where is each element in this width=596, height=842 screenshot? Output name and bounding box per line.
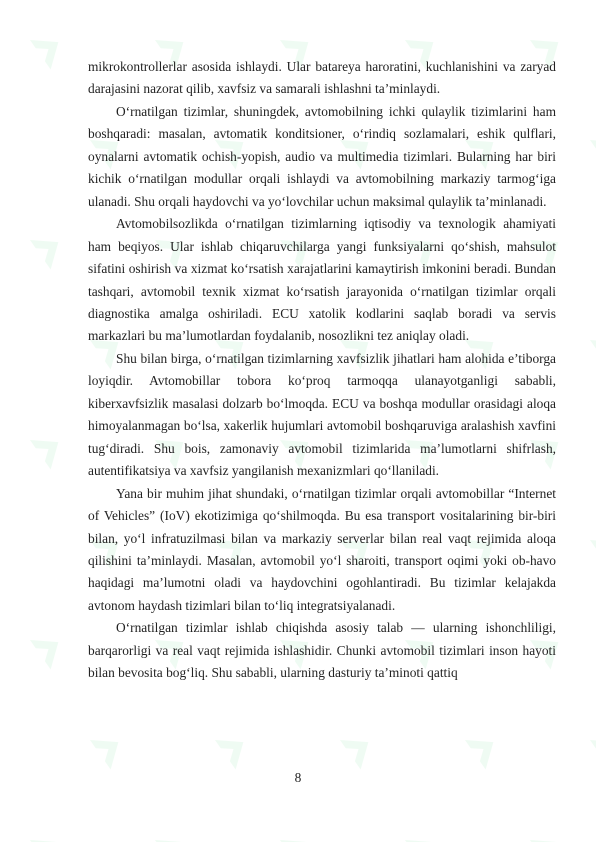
watermark-arrow: [590, 727, 596, 769]
paragraph: Avtomobilsozlikda o‘rnatilgan tizimlarning iqtisodiy va texnologik ahamiyati ham beqiyos. Ular ishlab chiqaruvchilarga yangi funksiyalarni qo‘shish, mahsulot sifatini oshirish va xizmat ko‘rsatish xarajatlarini kamaytirish imkonini beradi. Bundan tashqari, avtomobil texnik xizmat ko‘rsatish jarayonida o‘rnatilgan tizimlar orqali diagnostika amalga oshiriladi. ECU xatolik kodlarini saqlab boradi va servis markazlari bu ma’lumotlardan foydalanib, nosozlikni tez aniqlay oladi.: [88, 216, 556, 344]
watermark-arrow: [155, 827, 194, 842]
watermark-arrow: [30, 827, 69, 842]
watermark-arrow: [590, 527, 596, 569]
watermark-arrow: [465, 727, 504, 769]
watermark-arrow: [340, 727, 379, 769]
watermark-arrow: [30, 227, 69, 269]
watermark-arrow: [280, 827, 319, 842]
watermark-arrow: [405, 827, 444, 842]
watermark-arrow: [30, 427, 69, 469]
paragraph: Shu bilan birga, o‘rnatilgan tizimlarning xavfsizlik jihatlari ham alohida e’tiborga loyiqdir. Avtomobillar tobora ko‘proq tarmoqqa ulanayotganligi sababli, kiberxavfsizlik masalasi dolzarb bo‘lmoqda. ECU va boshqa modullar orasidagi aloqa himoyalanmagan bo‘lsa, xakerlik hujumlari avtomobil boshqaruviga aralashish xavfini tug‘diradi. Shu bois, zamonaviy avtomobil tizimlarida ma’lumotlarni shifrlash, autentifikatsiya va xavfsiz yangilanish mexanizmlari qo‘llaniladi.: [88, 350, 556, 479]
paragraph: mikrokontrollerlar asosida ishlaydi. Ular batareya haroratini, kuchlanishini va zaryad darajasini nazorat qilib, xavfsiz va samarali ishlashni ta’minlaydi.: [88, 59, 556, 97]
watermark-arrow: [90, 727, 129, 769]
paragraph: Yana bir muhim jihat shundaki, o‘rnatilgan tizimlar orqali avtomobillar “Internet of Vehicles” (IoV) ekotizimiga qo‘shilmoqda. Bu esa transport vositalarining bir-biri bilan, yo‘l infratuzilmasi bilan va markaziy serverlar bilan real vaqt rejimida aloqa qilishini ta’minlaydi. Masalan, avtomobil yo‘l sharoiti, transport oqimi yoki ob-havo haqidagi ma’lumotni oladi va haydovchini ogohlantiradi. Bu tizimlar kelajakda avtonom haydash tizimlari bilan to‘liq integratsiyalanadi.: [88, 485, 556, 613]
watermark-arrow: [215, 727, 254, 769]
watermark-arrow: [30, 27, 69, 69]
watermark-arrow: [530, 827, 569, 842]
page-number: 8: [294, 770, 302, 785]
watermark-arrow: [30, 627, 69, 669]
watermark-arrow: [590, 127, 596, 169]
body-text: [88, 56, 556, 685]
paragraph: O‘rnatilgan tizimlar ishlab chiqishda asosiy talab — ularning ishonchliligi, barqarorligi va real vaqt rejimida ishlashidir. Chunki avtomobil tizimlari inson hayoti bilan bevosita bog‘liq. Shu sababli, ularning dasturiy ta’minoti qattiq: [88, 620, 556, 681]
paragraph: O‘rnatilgan tizimlar, shuningdek, avtomobilning ichki qulaylik tizimlarini ham boshqaradi: masalan, avtomatik konditsioner, o‘rindiq sozlamalari, eshik qulflari, oynalarni avtomatik ochish-yopish, audio va multimedia tizimlari. Bularning har biri kichik o‘rnatilgan modullar orqali ishlaydi va avtomobilning markaziy tarmog‘iga ulanadi. Shu orqali haydovchi va yo‘lovchilar uchun maksimal qulaylik ta’minlanadi.: [88, 103, 556, 209]
watermark-arrow: [590, 327, 596, 369]
